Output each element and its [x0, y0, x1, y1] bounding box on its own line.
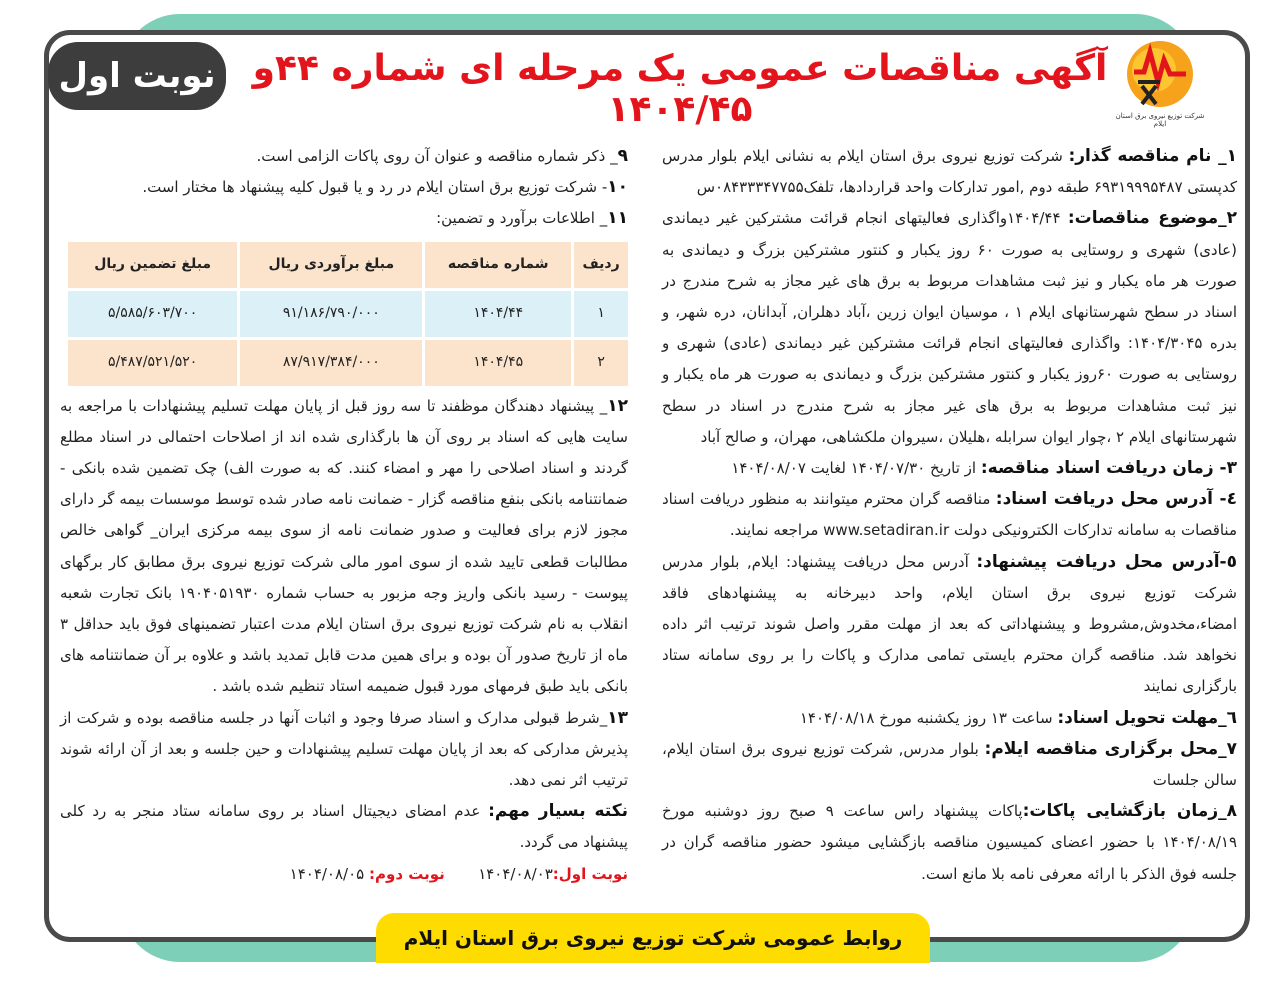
important-note: نکته بسیار مهم: عدم امضای دیجیتال اسناد بر روی سامانه ستاد منجر به رد کلی پیشنهاد می گردد.: [60, 801, 628, 852]
notice-title: آگهی مناقصات عمومی یک مرحله ای شماره ۴۴و ۱۴۰۴/۴۵: [252, 48, 1108, 130]
item-9: ۹_ ذکر شماره مناقصه و عنوان آن روی پاکات الزامی است.: [256, 146, 628, 166]
left-column: [60, 141, 628, 890]
table-header: شماره مناقصه: [425, 242, 571, 288]
table-cell: ۱: [574, 291, 628, 337]
item-7: ۷_محل برگزاری مناقصه ایلام: بلوار مدرس, شرکت توزیع نیروی برق استان ایلام، سالن جلسات: [662, 738, 1237, 790]
table-cell: ۲: [574, 340, 628, 386]
table-cell: ۹۱/۱۸۶/۷۹۰/۰۰۰: [240, 291, 422, 337]
publication-dates: نوبت اول:۱۴۰۴/۰۸/۰۳ نوبت دوم: ۱۴۰۴/۰۸/۰۵: [289, 864, 628, 883]
item-12: ۱۲_ پیشنهاد دهندگان موظفند تا سه روز قبل از پایان مهلت تسلیم پیشنهادات با مراجعه به سایت هایی که اسناد بر روی آن ها بارگذاری شده اند از اصلاحات احتمالی در اسناد مطلع گردند و اسناد اصلاحی را مهر و امضاء کنند. که به صورت الف) چک تضمین شده بانکی - ضمانتنامه بانکی بنفع مناقصه گزار - ضمانت نامه صادر شده توسط موسسات بیمه گر دارای مجوز لازم برای فعالیت و صدور ضمانت نامه از سوی بیمه مرکزی ایران_ گواهی خالص مطالبات قطعی تایید شده از سوی امور مالی شرکت توزیع نیروی برق مطابق کار برگهای پیوست - رسید بانکی واریز وجه مزبور به حساب شماره ۱۹۰۴۰۵۱۹۳۰ بانک تجارت شعبه انقلاب به نام شرکت توزیع نیروی برق استان ایلام مدت اعتبار تضمینهای فوق باید حداقل ۳ ماه از تاریخ صدور آن بوده و برای همین مدت قابل تمدید باشد و علاوه بر آن ضمانتنامه های بانکی باید طبق فرمهای مورد قبول ضمیمه استاد تنظیم شده باشد .: [60, 395, 628, 696]
estimate-table: [65, 239, 631, 389]
item-4: ٤- آدرس محل دریافت اسناد: مناقصه گران محترم میتوانند به منظور دریافت اسناد مناقصات به سامانه تدارکات الکترونیکی دولت www.setadiran.ir مراجعه نمایند.: [662, 489, 1237, 540]
right-column: [662, 141, 1237, 890]
item-1: ۱_ نام مناقصه گذار: شرکت توزیع نیروی برق استان ایلام به نشانی ایلام بلوار مدرس کدپستی ۶۹۳۱۹۹۹۵۴۸۷ طبقه دوم ,امور تدارکات واحد قراردادها، تلفک۰۸۴۳۳۳۴۷۷۵۵س: [662, 146, 1237, 197]
item-11: ۱۱_ اطلاعات برآورد و تضمین:: [436, 208, 628, 229]
footer-public-relations: روابط عمومی شرکت توزیع نیروی برق استان ایلام: [376, 913, 930, 963]
item-2: ۲_موضوع مناقصات: ۱۴۰۴/۴۴واگذاری فعالیتهای انجام قرائت مشترکین غیر دیماندی (عادی) شهری و روستایی به صورت ۶۰ روز یکبار و کنتور مشترکین بزرگ و دیماندی به صورت هر ماه یکبار و نیز ثبت مشاهدات مربوط به برق های غیر مجاز به شرح مندرج در اسناد در سطح شهرستانهای ایلام ۱ ، موسیان ایوان زرین ،آباد دهلران, آبدانان، دره شهر، و بدره ۱۴۰۴/۳۰۴۵: واگذاری فعالیتهای انجام قرائت مشترکین غیر دیماندی (عادی) شهری و روستایی به صورت ۶۰روز یکبار و کنتور مشترکین بزرگ و دیماندی به صورت هر ماه یکبار و نیز ثبت مشاهدات مربوط به برق های غیر مجاز به شرح مندرج در اسناد در سطح شهرستانهای ایلام ۲ ،چوار ایوان سرابله ،هلیلان ،سیروان ملکشاهی، مهران، و صالح آباد: [662, 208, 1238, 446]
table-header-row: [68, 242, 628, 288]
table-cell: ۸۷/۹۱۷/۳۸۴/۰۰۰: [240, 340, 422, 386]
item-8: ۸_زمان بازگشایی پاکات:پاکات پیشنهاد راس ساعت ۹ صبح روز دوشنبه مورخ ۱۴۰۴/۰۸/۱۹ با حضور اعضای کمیسیون مناقصه بازگشایی میشود حضور مناقصه گران در جلسه فوق الذکر با ارائه معرفی نامه بلا مانع است.: [662, 801, 1238, 883]
logo-caption: شرکت توزیع نیروی برق استان ایلام: [1115, 112, 1205, 128]
table-row: [68, 340, 628, 386]
item-6: ٦_مهلت تحویل اسناد: ساعت ۱۳ روز یکشنبه مورخ ۱۴۰۴/۰۸/۱۸: [799, 707, 1237, 728]
table-cell: ۱۴۰۴/۴۴: [425, 291, 571, 337]
table-cell: ۵/۴۸۷/۵۲۱/۵۲۰: [68, 340, 237, 386]
table-header: ردیف: [574, 242, 628, 288]
table-header: مبلغ برآوردی ریال: [240, 242, 422, 288]
table-cell: ۵/۵۸۵/۶۰۳/۷۰۰: [68, 291, 237, 337]
item-3: ۳- زمان دریافت اسناد مناقصه: از تاریخ ۱۴۰۴/۰۷/۳۰ لغایت ۱۴۰۴/۰۸/۰۷: [731, 458, 1237, 479]
table-cell: ۱۴۰۴/۴۵: [425, 340, 571, 386]
item-5: ٥-آدرس محل دریافت پیشنهاد: آدرس محل دریافت پیشنهاد: ایلام, بلوار مدرس شرکت توزیع نیروی برق استان ایلام، واحد دبیرخانه به پیشنهادهای فاقد امضاء،مخدوش,مشروط و پیشنهاداتی که بعد از مهلت مقرر واصل شوند ترتیب اثر داده نخواهد شد. مناقصه گران محترم بایستی تمامی مدارک و پاکات را بر روی سامانه ستاد بارگزاری نمایند: [662, 551, 1237, 696]
item-10: ۱۰- شرکت توزیع برق استان ایلام در رد و یا قبول کلیه پیشنهاد ها مختار است.: [142, 177, 628, 198]
table-header: مبلغ تضمین ریال: [68, 242, 237, 288]
round-badge: نوبت اول: [48, 42, 226, 110]
table-row: [68, 291, 628, 337]
item-13: ۱۳_شرط قبولی مدارک و اسناد صرفا وجود و اثبات آنها در جلسه مناقصه بوده و شرکت از پذیرش مدارکی که بعد از پایان مهلت تسلیم پیشنهادات و حین جلسه و بعد از آن ارائه شوند ترتیب اثر نمی دهد.: [60, 707, 628, 790]
